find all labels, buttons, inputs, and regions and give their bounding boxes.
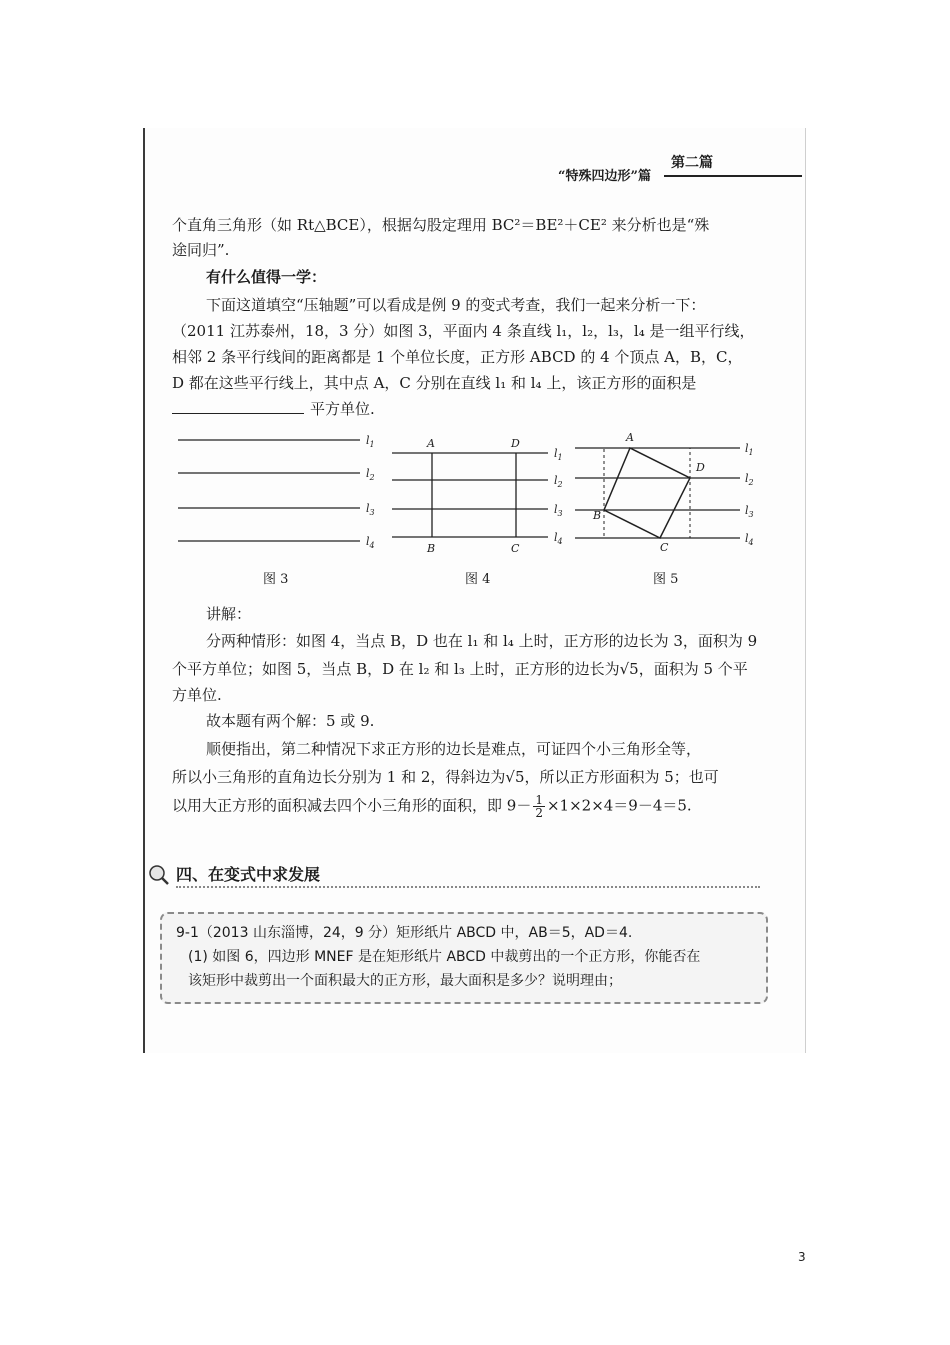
page-number: 3 — [798, 1250, 806, 1264]
final-after: ×1×2×4＝9－4＝5. — [546, 796, 692, 815]
fig4-point-C: C — [511, 542, 520, 555]
figures — [170, 425, 770, 565]
problem-line-3: 该矩形中裁剪出一个面积最大的正方形，最大面积是多少？说明理由； — [188, 973, 622, 989]
fraction — [533, 794, 545, 819]
fig3-label-l1: $l_1$ — [366, 434, 375, 449]
fig5-label-l1: $l_1$ — [745, 442, 754, 457]
caption-fig4: 图 4 — [465, 572, 491, 587]
header-rule — [664, 175, 802, 177]
fig5-label-l4: $l_4$ — [745, 532, 754, 547]
fig4-label-l2: $l_2$ — [554, 474, 563, 489]
fig5-point-C: C — [660, 541, 669, 554]
section-divider — [176, 886, 760, 888]
running-header — [500, 156, 802, 188]
problem-box — [160, 912, 768, 1004]
body-line-1: 个直角三角形（如 Rt△BCE），根据勾股定理用 BC²＝BE²＋CE² 来分析也是“殊 — [172, 216, 710, 234]
fig4-label-l3: $l_3$ — [554, 503, 563, 518]
solution-line-6: 所以小三角形的直角边长分别为 1 和 2，得斜边为√5，所以正方形面积为 5；也可 — [172, 768, 719, 786]
fig5-label-l3: $l_3$ — [745, 504, 754, 519]
figure-4 — [392, 453, 548, 537]
solution-heading: 讲解： — [206, 605, 252, 623]
intro-line-2: （2011 江苏泰州，18，3 分）如图 3，平面内 4 条直线 l₁，l₂，l₃，l₄ 是一组平行线， — [172, 322, 755, 340]
solution-line-7 — [172, 794, 692, 819]
caption-fig5: 图 5 — [653, 572, 679, 587]
fig5-point-B: B — [593, 509, 602, 522]
fig3-label-l3: $l_3$ — [366, 502, 375, 517]
blank-suffix: 平方单位. — [310, 400, 375, 418]
fig5-point-A: A — [626, 431, 634, 444]
fig4-label-l1: $l_1$ — [554, 447, 563, 462]
solution-line-5: 顺便指出，第二种情况下求正方形的边长是难点，可证四个小三角形全等， — [206, 740, 702, 758]
figure-3 — [178, 440, 360, 541]
learn-heading: 有什么值得一学： — [206, 268, 327, 286]
fig5-point-D: D — [696, 461, 705, 474]
magnifier-icon — [148, 864, 170, 886]
body-line-2: 途同归”. — [172, 241, 230, 259]
fraction-den: 2 — [535, 806, 543, 820]
solution-line-4: 故本题有两个解：5 或 9. — [206, 712, 375, 730]
intro-line-4: D 都在这些平行线上，其中点 A，C 分别在直线 l₁ 和 l₄ 上，该正方形的面积是 — [172, 374, 697, 392]
intro-line-1: 下面这道填空“压轴题”可以看成是例 9 的变式考查，我们一起来分析一下： — [206, 296, 706, 314]
fig4-point-A: A — [427, 437, 435, 450]
final-before: 以用大正方形的面积减去四个小三角形的面积，即 9－ — [172, 796, 532, 815]
solution-line-2: 个平方单位；如图 5，当点 B，D 在 l₂ 和 l₃ 上时，正方形的边长为√5，面积为 5 个平 — [172, 660, 748, 678]
fig4-label-l4: $l_4$ — [554, 531, 563, 546]
fig4-point-B: B — [427, 542, 436, 555]
caption-fig3: 图 3 — [263, 572, 289, 587]
answer-blank-line — [172, 398, 375, 419]
fig3-label-l4: $l_4$ — [366, 535, 375, 550]
problem-line-2: (1) 如图 6，四边形 MNEF 是在矩形纸片 ABCD 中裁剪出的一个正方形，你能否在 — [188, 949, 701, 965]
section-header — [148, 860, 760, 890]
fig4-point-D: D — [511, 437, 520, 450]
fig3-label-l2: $l_2$ — [366, 467, 375, 482]
header-part: 第二篇 — [671, 155, 713, 171]
header-series: “特殊四边形”篇 — [558, 169, 651, 184]
intro-line-3: 相邻 2 条平行线间的距离都是 1 个单位长度，正方形 ABCD 的 4 个顶点 A，B，C， — [172, 348, 743, 366]
figure-3-labels — [366, 434, 375, 550]
problem-line-1: 9-1（2013 山东淄博，24，9 分）矩形纸片 ABCD 中，AB＝5，AD＝4. — [176, 925, 633, 941]
section-title: 四、在变式中求发展 — [176, 865, 321, 884]
figure-5-labels — [592, 431, 754, 554]
fraction-num: 1 — [535, 793, 543, 807]
figure-5 — [575, 448, 740, 538]
solution-line-3: 方单位. — [172, 686, 222, 704]
answer-blank — [172, 399, 304, 414]
solution-line-1: 分两种情形：如图 4，当点 B，D 也在 l₁ 和 l₄ 上时，正方形的边长为 3，面积为 9 — [206, 632, 758, 650]
fig5-label-l2: $l_2$ — [745, 472, 754, 487]
